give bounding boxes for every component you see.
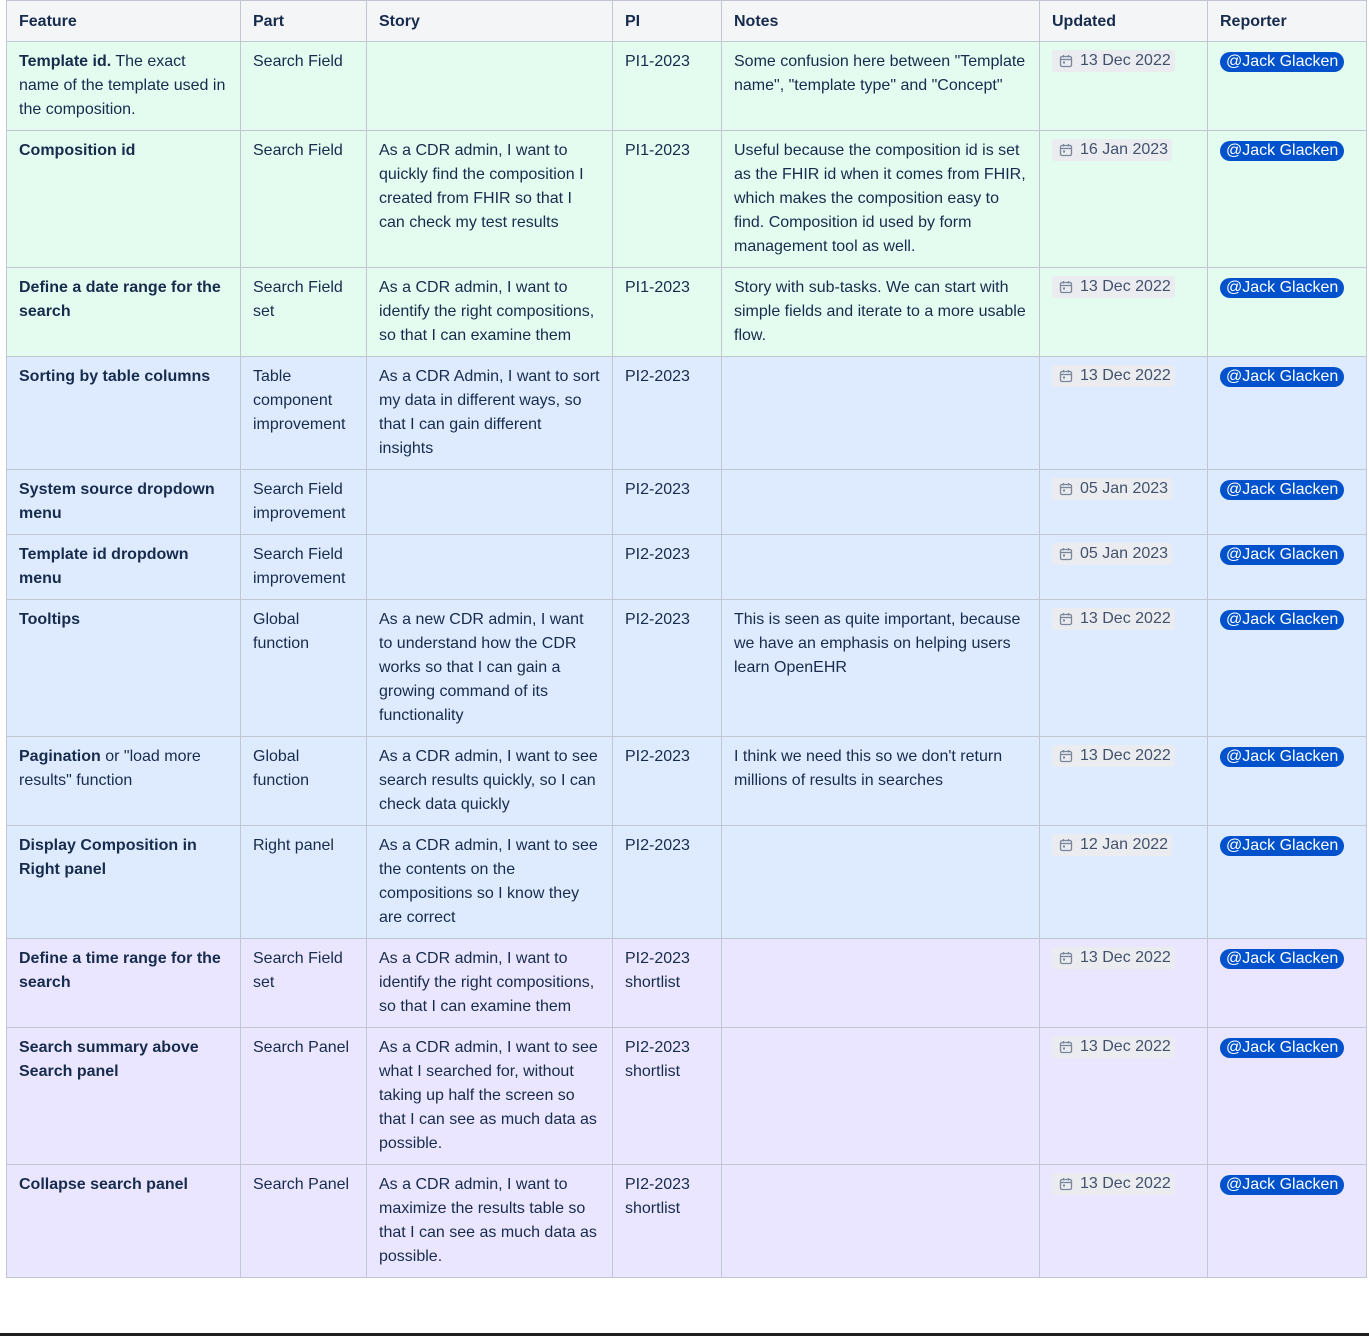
feature-cell[interactable] <box>7 357 241 470</box>
story-cell[interactable]: As a CDR admin, I want to see the contents on the compositions so I know they are correct <box>367 826 613 939</box>
reporter-cell <box>1208 268 1367 357</box>
calendar-icon <box>1058 611 1074 627</box>
feature-description: The exact name of the template used in the composition. <box>19 53 226 118</box>
calendar-icon <box>1058 748 1074 764</box>
reporter-cell <box>1208 470 1367 535</box>
date-lozenge[interactable] <box>1052 50 1175 72</box>
feature-cell[interactable] <box>7 939 241 1028</box>
calendar-icon <box>1058 1039 1074 1055</box>
feature-cell[interactable] <box>7 131 241 268</box>
date-lozenge[interactable] <box>1052 478 1172 500</box>
part-cell[interactable]: Table component improvement <box>241 357 367 470</box>
notes-cell[interactable] <box>722 535 1040 600</box>
reporter-cell <box>1208 42 1367 131</box>
part-cell[interactable]: Global function <box>241 737 367 826</box>
notes-cell[interactable]: This is seen as quite important, because we have an emphasis on helping users learn OpenEHR <box>722 600 1040 737</box>
reporter-mention[interactable]: @Jack Glacken <box>1220 949 1344 969</box>
story-cell[interactable]: As a CDR Admin, I want to sort my data in different ways, so that I can gain different insights <box>367 357 613 470</box>
calendar-icon <box>1058 950 1074 966</box>
feature-cell[interactable] <box>7 737 241 826</box>
date-text: 13 Dec 2022 <box>1080 367 1171 384</box>
pi-cell[interactable]: PI2-2023 shortlist <box>613 1028 722 1165</box>
reporter-cell <box>1208 535 1367 600</box>
story-cell[interactable] <box>367 535 613 600</box>
header-story[interactable]: Story <box>367 1 613 42</box>
part-cell[interactable]: Search Field set <box>241 268 367 357</box>
date-text: 13 Dec 2022 <box>1080 278 1171 295</box>
feature-title: Pagination <box>19 748 101 765</box>
date-text: 13 Dec 2022 <box>1080 1175 1171 1192</box>
feature-cell[interactable] <box>7 535 241 600</box>
reporter-cell <box>1208 131 1367 268</box>
reporter-cell <box>1208 1028 1367 1165</box>
feature-title: Tooltips <box>19 611 81 628</box>
reporter-cell <box>1208 826 1367 939</box>
reporter-mention[interactable]: @Jack Glacken <box>1220 141 1344 161</box>
reporter-mention[interactable]: @Jack Glacken <box>1220 836 1344 856</box>
notes-cell[interactable]: I think we need this so we don't return millions of results in searches <box>722 737 1040 826</box>
feature-cell[interactable] <box>7 470 241 535</box>
date-text: 13 Dec 2022 <box>1080 52 1171 69</box>
updated-cell <box>1040 600 1208 737</box>
updated-cell <box>1040 1165 1208 1278</box>
reporter-mention[interactable]: @Jack Glacken <box>1220 278 1344 298</box>
feature-title: Composition id <box>19 142 136 159</box>
date-lozenge[interactable] <box>1052 1036 1175 1058</box>
pi-cell[interactable]: PI2-2023 <box>613 470 722 535</box>
reporter-mention[interactable]: @Jack Glacken <box>1220 480 1344 500</box>
feature-cell[interactable] <box>7 826 241 939</box>
table-row <box>7 600 1367 737</box>
header-reporter[interactable]: Reporter <box>1208 1 1367 42</box>
updated-cell <box>1040 268 1208 357</box>
part-cell[interactable]: Search Panel <box>241 1028 367 1165</box>
date-text: 05 Jan 2023 <box>1080 480 1169 497</box>
date-text: 13 Dec 2022 <box>1080 1038 1171 1055</box>
table-row <box>7 470 1367 535</box>
updated-cell <box>1040 131 1208 268</box>
story-cell[interactable]: As a CDR admin, I want to identify the right compositions, so that I can examine them <box>367 268 613 357</box>
pi-cell[interactable]: PI2-2023 shortlist <box>613 939 722 1028</box>
updated-cell <box>1040 42 1208 131</box>
date-text: 13 Dec 2022 <box>1080 747 1171 764</box>
story-cell[interactable]: As a CDR admin, I want to see what I searched for, without taking up half the screen so that I can see as much data as possible. <box>367 1028 613 1165</box>
table-row <box>7 357 1367 470</box>
reporter-mention[interactable]: @Jack Glacken <box>1220 747 1344 767</box>
pi-cell[interactable]: PI2-2023 <box>613 737 722 826</box>
part-cell[interactable]: Search Field <box>241 42 367 131</box>
reporter-cell <box>1208 737 1367 826</box>
date-lozenge[interactable] <box>1052 834 1172 856</box>
date-lozenge[interactable] <box>1052 745 1175 767</box>
part-cell[interactable]: Search Field set <box>241 939 367 1028</box>
notes-cell[interactable]: Some confusion here between "Template name", "template type" and "Concept" <box>722 42 1040 131</box>
updated-cell <box>1040 826 1208 939</box>
part-cell[interactable]: Search Panel <box>241 1165 367 1278</box>
pi-cell[interactable]: PI1-2023 <box>613 268 722 357</box>
reporter-mention[interactable]: @Jack Glacken <box>1220 367 1344 387</box>
feature-title: Template id dropdown menu <box>19 546 189 587</box>
date-lozenge[interactable] <box>1052 543 1172 565</box>
table-row <box>7 939 1367 1028</box>
table-row <box>7 826 1367 939</box>
notes-cell[interactable] <box>722 357 1040 470</box>
date-lozenge[interactable] <box>1052 276 1175 298</box>
feature-title: System source dropdown menu <box>19 481 215 522</box>
pi-cell[interactable]: PI2-2023 shortlist <box>613 1165 722 1278</box>
table-row <box>7 737 1367 826</box>
date-lozenge[interactable] <box>1052 365 1175 387</box>
reporter-cell <box>1208 600 1367 737</box>
date-lozenge[interactable] <box>1052 947 1175 969</box>
date-lozenge[interactable] <box>1052 139 1172 161</box>
feature-description: or "load more results" function <box>19 748 201 789</box>
part-cell[interactable]: Search Field <box>241 131 367 268</box>
reporter-mention[interactable]: @Jack Glacken <box>1220 545 1344 565</box>
story-cell[interactable]: As a CDR admin, I want to see search results quickly, so I can check data quickly <box>367 737 613 826</box>
updated-cell <box>1040 737 1208 826</box>
table-row <box>7 268 1367 357</box>
date-lozenge[interactable] <box>1052 608 1175 630</box>
feature-cell[interactable] <box>7 1165 241 1278</box>
date-text: 13 Dec 2022 <box>1080 610 1171 627</box>
notes-cell[interactable] <box>722 939 1040 1028</box>
calendar-icon <box>1058 481 1074 497</box>
calendar-icon <box>1058 53 1074 69</box>
part-cell[interactable]: Global function <box>241 600 367 737</box>
feature-cell[interactable] <box>7 268 241 357</box>
header-feature[interactable]: Feature <box>7 1 241 42</box>
pi-cell[interactable]: PI2-2023 <box>613 600 722 737</box>
updated-cell <box>1040 1028 1208 1165</box>
part-cell[interactable]: Right panel <box>241 826 367 939</box>
story-cell[interactable]: As a CDR admin, I want to maximize the results table so that I can see as much data as possible. <box>367 1165 613 1278</box>
notes-cell[interactable] <box>722 470 1040 535</box>
reporter-cell <box>1208 939 1367 1028</box>
date-text: 13 Dec 2022 <box>1080 949 1171 966</box>
notes-cell[interactable] <box>722 826 1040 939</box>
updated-cell <box>1040 470 1208 535</box>
header-row <box>7 1 1367 42</box>
pi-cell[interactable]: PI2-2023 <box>613 826 722 939</box>
feature-title: Sorting by table columns <box>19 368 211 385</box>
feature-title: Define a time range for the search <box>19 950 221 991</box>
feature-title: Define a date range for the search <box>19 279 221 320</box>
date-lozenge[interactable] <box>1052 1173 1175 1195</box>
pi-cell[interactable]: PI2-2023 <box>613 535 722 600</box>
calendar-icon <box>1058 142 1074 158</box>
notes-cell[interactable]: Story with sub-tasks. We can start with simple fields and iterate to a more usable flow. <box>722 268 1040 357</box>
header-part[interactable]: Part <box>241 1 367 42</box>
table-row <box>7 1028 1367 1165</box>
feature-title: Template id. <box>19 53 112 70</box>
notes-cell[interactable]: Useful because the composition id is set as the FHIR id when it comes from FHIR, which makes the composition easy to find. Composition id used by form management tool as well. <box>722 131 1040 268</box>
calendar-icon <box>1058 279 1074 295</box>
table-row <box>7 42 1367 131</box>
table-row <box>7 131 1367 268</box>
reporter-mention[interactable]: @Jack Glacken <box>1220 1175 1344 1195</box>
reporter-mention[interactable]: @Jack Glacken <box>1220 1038 1344 1058</box>
header-pi[interactable]: PI <box>613 1 722 42</box>
story-cell[interactable]: As a CDR admin, I want to identify the right compositions, so that I can examine them <box>367 939 613 1028</box>
table-row <box>7 535 1367 600</box>
feature-cell[interactable] <box>7 600 241 737</box>
feature-title: Display Composition in Right panel <box>19 837 197 878</box>
story-cell[interactable]: As a new CDR admin, I want to understand how the CDR works so that I can gain a growing command of its functionality <box>367 600 613 737</box>
calendar-icon <box>1058 837 1074 853</box>
part-cell[interactable]: Search Field improvement <box>241 535 367 600</box>
reporter-cell <box>1208 1165 1367 1278</box>
feature-title: Collapse search panel <box>19 1176 188 1193</box>
table-body <box>7 42 1367 1278</box>
notes-cell[interactable] <box>722 1165 1040 1278</box>
updated-cell <box>1040 357 1208 470</box>
part-cell[interactable]: Search Field improvement <box>241 470 367 535</box>
updated-cell <box>1040 939 1208 1028</box>
date-text: 05 Jan 2023 <box>1080 545 1169 562</box>
pi-cell[interactable]: PI2-2023 <box>613 357 722 470</box>
calendar-icon <box>1058 1176 1074 1192</box>
story-cell[interactable]: As a CDR admin, I want to quickly find the composition I created from FHIR so that I can check my test results <box>367 131 613 268</box>
pi-cell[interactable]: PI1-2023 <box>613 131 722 268</box>
calendar-icon <box>1058 546 1074 562</box>
updated-cell <box>1040 535 1208 600</box>
header-notes[interactable]: Notes <box>722 1 1040 42</box>
story-cell[interactable] <box>367 470 613 535</box>
feature-title: Search summary above Search panel <box>19 1039 199 1080</box>
reporter-cell <box>1208 357 1367 470</box>
header-updated[interactable]: Updated <box>1040 1 1208 42</box>
date-text: 12 Jan 2022 <box>1080 836 1169 853</box>
calendar-icon <box>1058 368 1074 384</box>
reporter-mention[interactable]: @Jack Glacken <box>1220 610 1344 630</box>
table-row <box>7 1165 1367 1278</box>
notes-cell[interactable] <box>722 1028 1040 1165</box>
pi-cell[interactable]: PI1-2023 <box>613 42 722 131</box>
story-cell[interactable] <box>367 42 613 131</box>
reporter-mention[interactable]: @Jack Glacken <box>1220 52 1344 72</box>
feature-cell[interactable] <box>7 1028 241 1165</box>
roadmap-table <box>6 0 1367 1278</box>
feature-cell[interactable] <box>7 42 241 131</box>
date-text: 16 Jan 2023 <box>1080 141 1169 158</box>
